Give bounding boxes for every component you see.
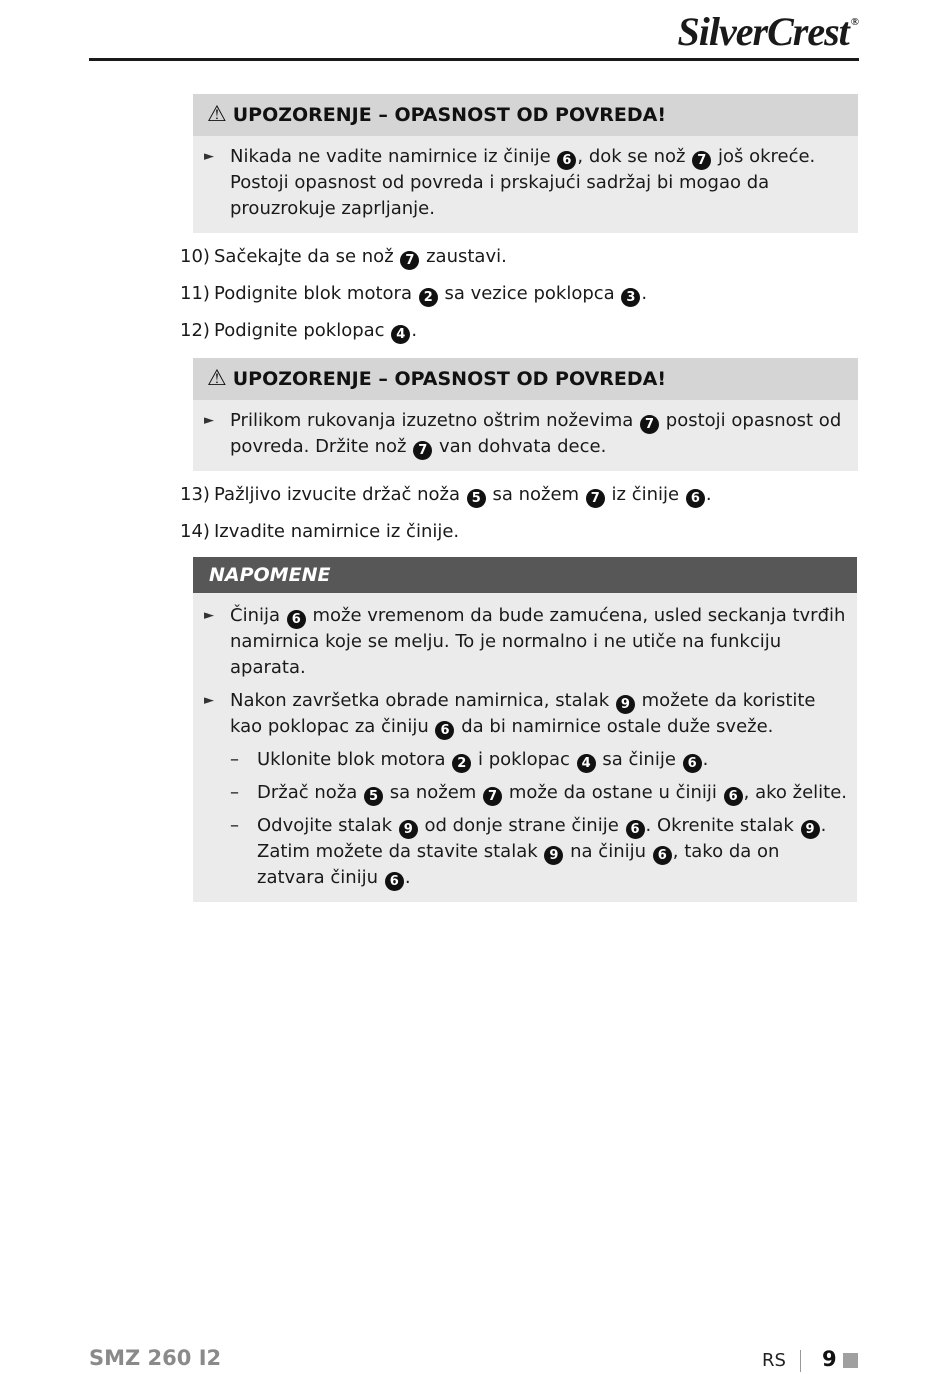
page-content: [180, 94, 860, 902]
note-subitem: – Držač noža 5 sa nožem 7 može da ostane u činiji 6 , ako želite.: [230, 782, 848, 804]
part-number-badge: 6: [653, 846, 672, 865]
warning-title: UPOZORENJE – OPASNOST OD POVREDA!: [232, 368, 667, 390]
note-subitem: – Odvojite stalak 9 od donje strane činije 6 . Okrenite stalak 9 . Zatim možete da stavite stalak 9 na činiju 6 , tako da on zatvara činiju 6 .: [230, 815, 827, 889]
bullet-arrow-icon: ►: [204, 693, 214, 708]
warning-item: ► Prilikom rukovanja izuzetno oštrim noževima 7 postoji opasnost od povreda. Držite nož 7 van dohvata dece.: [204, 410, 842, 458]
step-12: 12) Podignite poklopac 4 .: [180, 320, 418, 342]
warning-header: [193, 358, 858, 400]
note-item: ► Činija 6 može vremenom da bude zamućena, usled seckanja tvrđih namirnica koje se melju. To je normalno i ne utiče na funkciju aparata.: [204, 605, 846, 678]
warning-title: UPOZORENJE – OPASNOST OD POVREDA!: [232, 104, 667, 126]
warning-box-1: [193, 94, 858, 233]
part-number-badge: 4: [577, 754, 596, 773]
bullet-arrow-icon: ►: [204, 608, 214, 623]
page-marker-square: [843, 1353, 858, 1368]
language-code: RS: [762, 1350, 786, 1371]
part-number-badge: 6: [724, 787, 743, 806]
dash-marker: –: [230, 782, 239, 803]
step-11: 11) Podignite blok motora 2 sa vezice poklopca 3 .: [180, 283, 648, 305]
part-number-badge: 7: [586, 489, 605, 508]
part-number-badge: 9: [544, 846, 563, 865]
part-number-badge: 6: [626, 820, 645, 839]
part-number-badge: 7: [483, 787, 502, 806]
part-number-badge: 5: [364, 787, 383, 806]
page-number: 9: [822, 1347, 837, 1371]
model-number: SMZ 260 I2: [89, 1346, 222, 1370]
part-number-badge: 2: [452, 754, 471, 773]
note-subitem: – Uklonite blok motora 2 i poklopac 4 sa činije 6 .: [230, 749, 709, 771]
warning-triangle-icon: ⚠: [207, 366, 227, 391]
part-number-badge: 2: [419, 288, 438, 307]
part-number-badge: 7: [413, 441, 432, 460]
warning-item: ► Nikada ne vadite namirnice iz činije 6 , dok se nož 7 još okreće. Postoji opasnost od povreda i prskajući sadržaj bi mogao da prouzrokuje zaprljanje.: [204, 146, 816, 219]
part-number-badge: 6: [683, 754, 702, 773]
part-number-badge: 7: [400, 251, 419, 270]
brand-logo: SilverCrest ®: [677, 9, 858, 54]
part-number-badge: 7: [692, 151, 711, 170]
part-number-badge: 4: [391, 325, 410, 344]
part-number-badge: 6: [385, 872, 404, 891]
note-item: ► Nakon završetka obrade namirnica, stalak 9 možete da koristite kao poklopac za činiju 6 da bi namirnice ostale duže sveže.: [204, 690, 816, 738]
step-10: 10) Sačekajte da se nož 7 zaustavi.: [180, 246, 507, 268]
part-number-badge: 9: [616, 695, 635, 714]
part-number-badge: 9: [801, 820, 820, 839]
notes-box: [193, 557, 857, 902]
notes-header: NAPOMENE: [193, 557, 857, 593]
step-13: 13) Pažljivo izvucite držač noža 5 sa nožem 7 iz činije 6 .: [180, 484, 712, 506]
dash-marker: –: [230, 815, 239, 836]
part-number-badge: 6: [686, 489, 705, 508]
part-number-badge: 7: [640, 415, 659, 434]
bullet-arrow-icon: ►: [204, 149, 214, 164]
step-14: 14) Izvadite namirnice iz činije.: [180, 521, 460, 542]
warning-header: [193, 94, 858, 136]
part-number-badge: 5: [467, 489, 486, 508]
part-number-badge: 6: [557, 151, 576, 170]
warning-box-2: [193, 358, 858, 471]
header-rule: [89, 58, 859, 61]
bullet-arrow-icon: ►: [204, 413, 214, 428]
warning-triangle-icon: ⚠: [207, 102, 227, 127]
part-number-badge: 6: [287, 610, 306, 629]
footer-separator: [800, 1350, 801, 1372]
part-number-badge: 9: [399, 820, 418, 839]
part-number-badge: 3: [621, 288, 640, 307]
dash-marker: –: [230, 749, 239, 770]
part-number-badge: 6: [435, 721, 454, 740]
